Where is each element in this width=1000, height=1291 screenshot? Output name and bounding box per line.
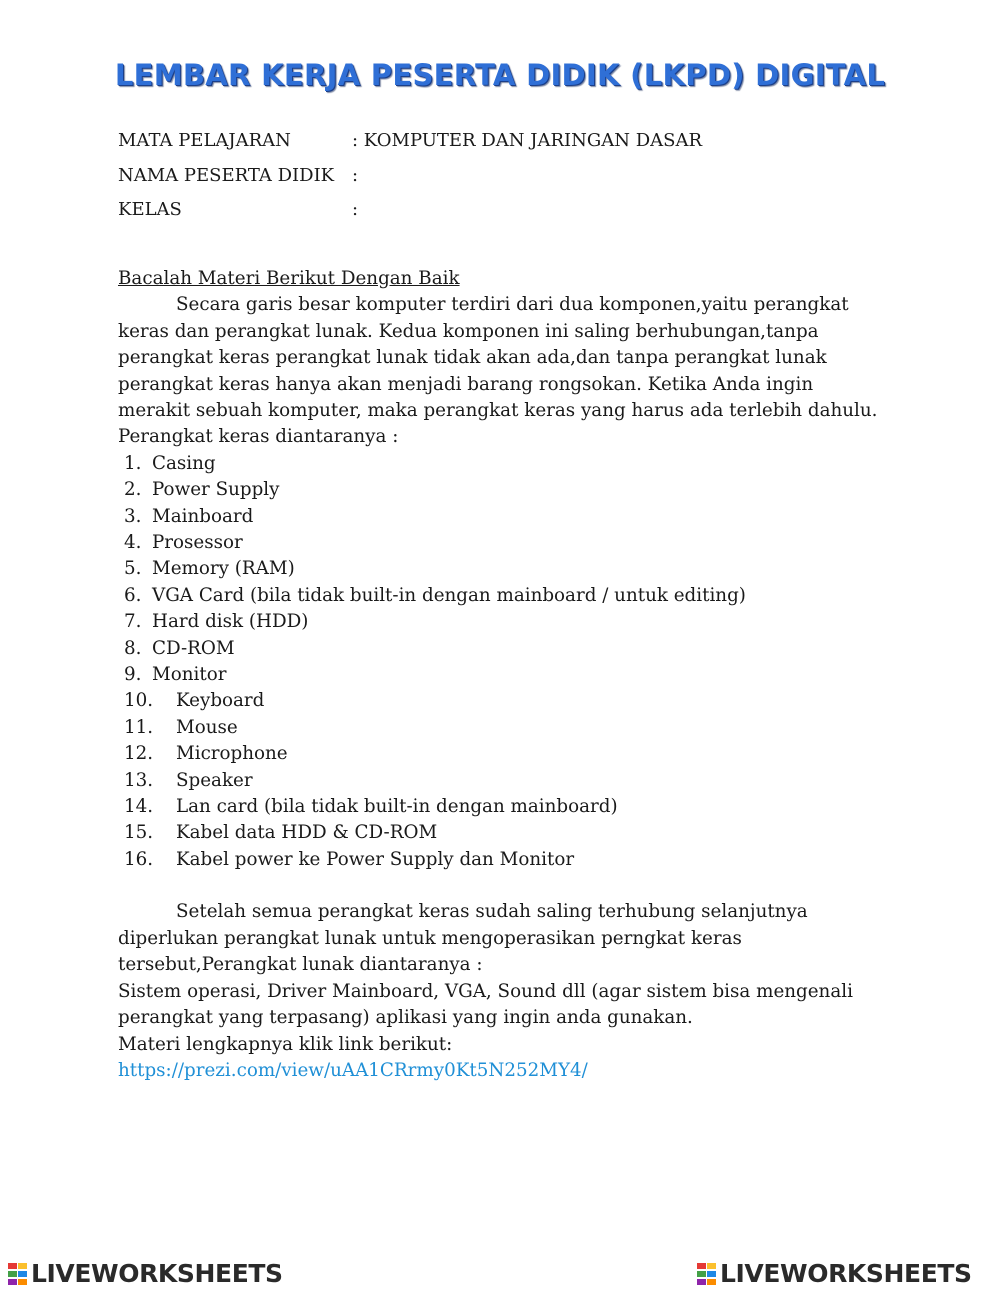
list-number: 8. [124, 637, 142, 659]
list-number: 15. [124, 822, 154, 844]
list-text: CD-ROM [152, 637, 235, 659]
list-item [118, 715, 888, 741]
list-text: Speaker [176, 769, 253, 791]
list-number: 6. [124, 584, 142, 606]
blank-line [118, 873, 888, 899]
meta-value: : [352, 199, 359, 220]
list-text: Keyboard [176, 690, 265, 712]
list-text: Monitor [152, 663, 227, 685]
list-number: 5. [124, 558, 142, 580]
list-text: Memory (RAM) [152, 558, 295, 580]
list-item [118, 741, 888, 767]
list-item [118, 820, 888, 846]
brand-text: LIVEWORKSHEETS [720, 1259, 972, 1288]
list-text: Microphone [176, 743, 288, 765]
list-number: 11. [124, 716, 154, 738]
list-item [118, 477, 888, 503]
list-item [118, 530, 888, 556]
list-number: 16. [124, 848, 154, 870]
brand-text: LIVEWORKSHEETS [31, 1259, 283, 1288]
software-list-paragraph: Sistem operasi, Driver Mainboard, VGA, Sound dll (agar sistem bisa mengenali perangkat yang terpasang) aplikasi yang ingin anda gunakan. [118, 980, 853, 1029]
list-number: 12. [124, 743, 154, 765]
list-item [118, 847, 888, 873]
list-item [118, 662, 888, 688]
worksheet-body [118, 266, 888, 1084]
section-heading: Bacalah Materi Berikut Dengan Baik [118, 268, 460, 289]
list-number: 14. [124, 795, 154, 817]
prezi-link[interactable]: https://prezi.com/view/uAA1CRrmy0Kt5N252MY4/ [118, 1059, 588, 1081]
liveworksheets-icon [8, 1263, 28, 1285]
list-number: 9. [124, 663, 142, 685]
list-number: 2. [124, 479, 142, 501]
list-item [118, 636, 888, 662]
list-number: 7. [124, 611, 142, 633]
list-text: Hard disk (HDD) [152, 611, 309, 633]
list-number: 4. [124, 532, 142, 554]
list-text: Mouse [176, 716, 238, 738]
liveworksheets-icon [697, 1263, 717, 1285]
list-text: Kabel power ke Power Supply dan Monitor [176, 848, 575, 870]
list-item [118, 609, 888, 635]
list-text: Mainboard [152, 505, 254, 527]
list-item [118, 794, 888, 820]
meta-value: : [352, 165, 359, 186]
meta-label: KELAS [118, 199, 182, 220]
meta-value: : KOMPUTER DAN JARINGAN DASAR [352, 130, 703, 151]
hardware-intro: Perangkat keras diantaranya : [118, 426, 399, 448]
software-paragraph: Setelah semua perangkat keras sudah saling terhubung selanjutnya diperlukan perangkat lunak untuk mengoperasikan perngkat keras tersebut,Perangkat lunak diantaranya : [118, 901, 808, 976]
list-item [118, 768, 888, 794]
intro-paragraph: Secara garis besar komputer terdiri dari dua komponen,yaitu perangkat keras dan perangkat lunak. Kedua komponen ini saling berhubungan,tanpa perangkat keras perangkat lunak tidak akan ada,dan tanpa perangkat lunak perangkat keras hanya akan menjadi barang rongsokan. Ketika Anda ingin merakit sebuah komputer, maka perangkat keras yang harus ada terlebih dahulu. [118, 294, 878, 422]
meta-label: MATA PELAJARAN [118, 130, 291, 151]
list-item [118, 451, 888, 477]
list-number: 1. [124, 452, 142, 474]
list-text: VGA Card (bila tidak built-in dengan mainboard / untuk editing) [152, 584, 746, 606]
list-text: Lan card (bila tidak built-in dengan mainboard) [176, 795, 618, 817]
list-number: 13. [124, 769, 154, 791]
liveworksheets-logo-right [697, 1259, 972, 1288]
list-item [118, 583, 888, 609]
list-text: Casing [152, 452, 216, 474]
liveworksheets-logo-left [8, 1259, 283, 1288]
meta-label: NAMA PESERTA DIDIK [118, 165, 335, 186]
list-item [118, 688, 888, 714]
list-text: Power Supply [152, 479, 280, 501]
list-text: Kabel data HDD & CD-ROM [176, 822, 438, 844]
list-text: Prosessor [152, 532, 243, 554]
list-item [118, 556, 888, 582]
list-number: 10. [124, 690, 154, 712]
link-intro: Materi lengkapnya klik link berikut: [118, 1033, 453, 1055]
worksheet-title: LEMBAR KERJA PESERTA DIDIK (LKPD) DIGITAL [114, 58, 886, 92]
hardware-list [118, 451, 888, 873]
list-number: 3. [124, 505, 142, 527]
list-item [118, 504, 888, 530]
